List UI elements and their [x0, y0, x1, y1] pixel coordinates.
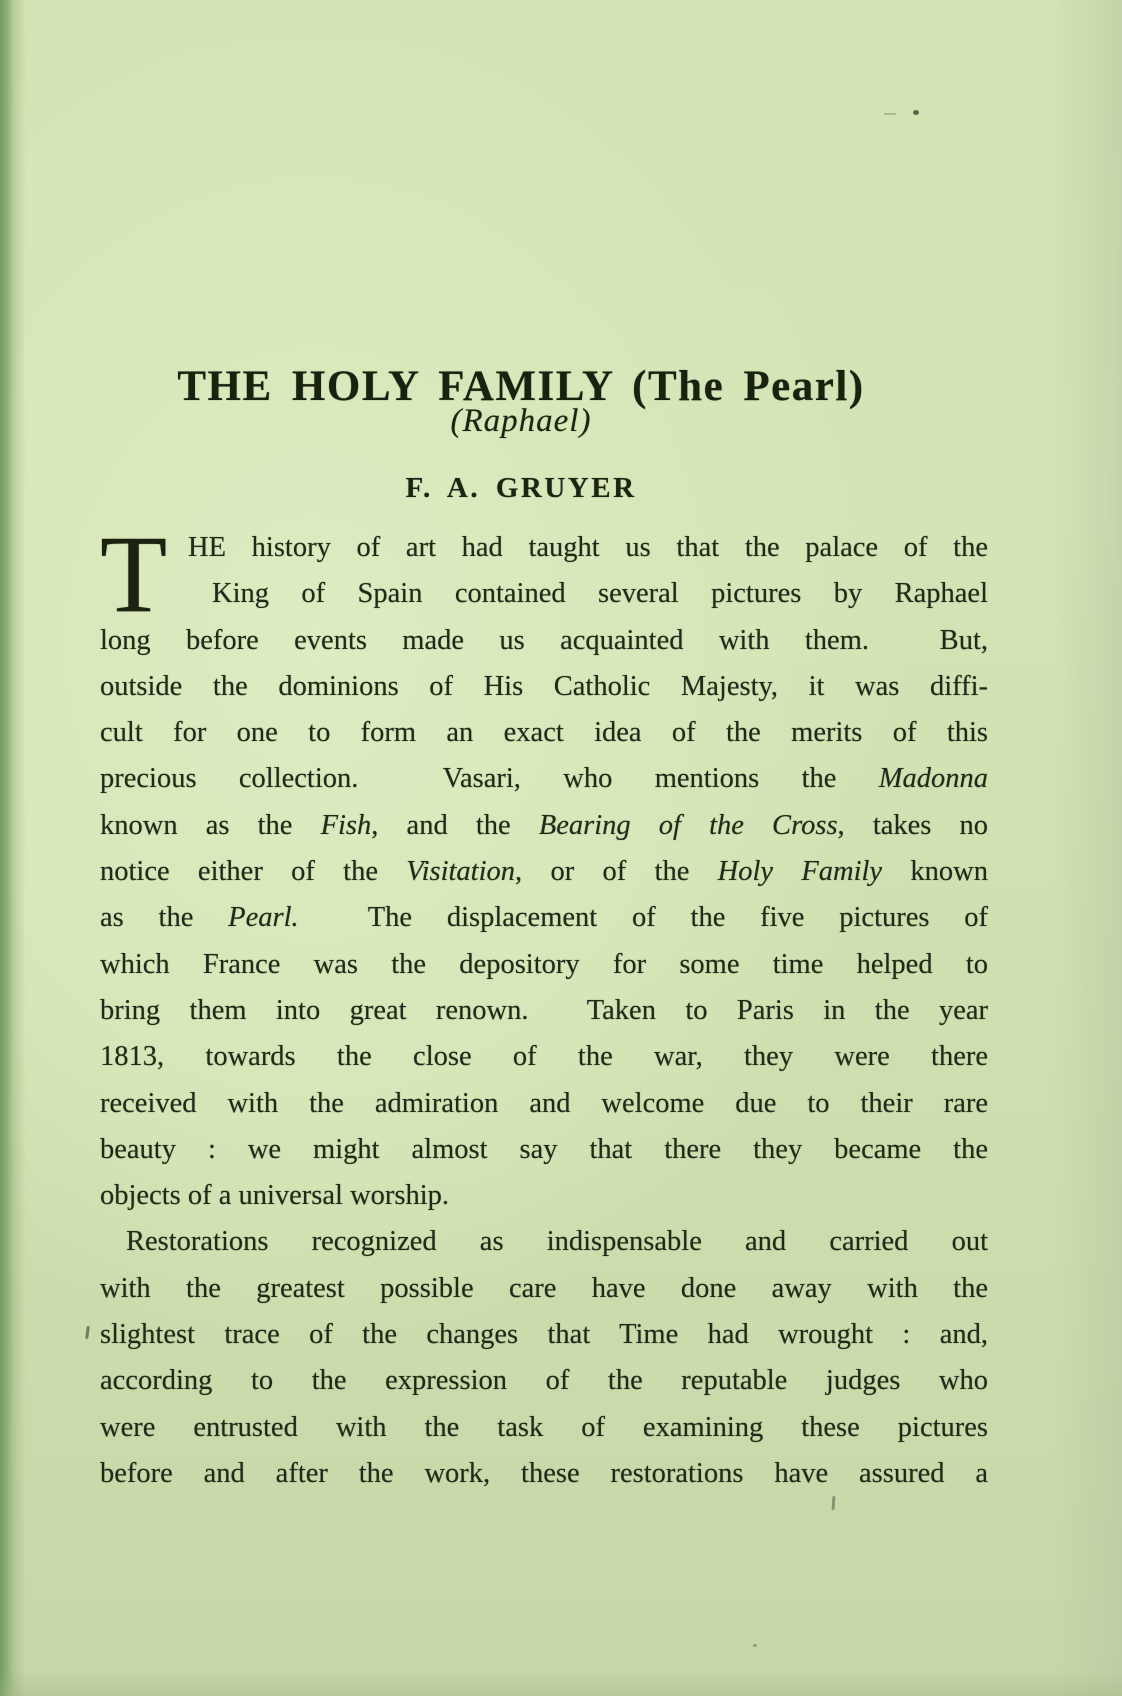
body-line: [100, 1451, 988, 1497]
drop-cap-letter: T: [100, 513, 168, 635]
body-line: [100, 1219, 988, 1265]
scan-speck: [832, 1496, 835, 1510]
body-line: [100, 1081, 988, 1127]
body-line: [100, 895, 988, 941]
text-segment: Restorations recognized as indispensable and carried out: [126, 1226, 988, 1258]
text-segment: precious collection. Vasari, who mentions the: [100, 763, 879, 795]
text-segment: were entrusted with the task of examining these pictures: [100, 1411, 988, 1443]
italic-text-segment: Fish: [320, 809, 372, 841]
text-segment: notice either of the: [100, 856, 407, 888]
text-segment: according to the expression of the reputable judges who: [100, 1365, 988, 1397]
body-line: [100, 1127, 988, 1173]
artist-subtitle: (Raphael): [450, 403, 592, 439]
text-segment: objects of a universal worship.: [100, 1180, 450, 1212]
text-segment: before and after the work, these restorations have assured a: [100, 1457, 988, 1489]
body-line: [100, 756, 988, 802]
body-line: [100, 1312, 988, 1358]
scan-speck: [753, 1644, 757, 1647]
body-line: [100, 710, 988, 756]
text-segment: HE history of art had taught us that the palace of the: [188, 532, 988, 563]
scan-speck: [884, 113, 896, 115]
text-segment: known: [882, 856, 988, 888]
italic-text-segment: Pearl.: [228, 902, 299, 934]
text-segment: , and the: [371, 809, 539, 841]
text-segment: 1813, towards the close of the war, they were there: [100, 1041, 988, 1073]
text-segment: bring them into great renown. Taken to Paris in the year: [100, 994, 988, 1026]
body-line: [100, 1358, 988, 1404]
body-line: [100, 1266, 988, 1312]
page-right-edge-shadow: [1052, 0, 1122, 1696]
scan-speck: [85, 1326, 90, 1339]
text-segment: received with the admiration and welcome due to their rare: [100, 1087, 988, 1119]
body-line: [100, 988, 988, 1034]
text-segment: The displacement of the five pictures of: [298, 902, 989, 934]
body-line: [100, 664, 988, 710]
text-segment: as the: [100, 902, 229, 934]
text-segment: which France was the depository for some time helped to: [100, 948, 988, 980]
body-line: [100, 1405, 988, 1451]
italic-text-segment: Bearing of the Cross: [538, 809, 838, 841]
text-segment: King of Spain contained several pictures by Raphael: [212, 578, 988, 610]
body-line: [100, 1034, 988, 1080]
italic-text-segment: Holy Family: [717, 856, 883, 888]
body-line: [100, 571, 988, 617]
body-line: [100, 942, 988, 988]
body-text: [100, 525, 988, 1497]
body-line: [100, 849, 988, 895]
text-segment: , or of the: [515, 856, 718, 888]
text-segment: outside the dominions of His Catholic Majesty, it was diffi-: [100, 670, 988, 702]
page-left-edge-shadow: [0, 0, 26, 1696]
page-bottom-edge-shadow: [0, 1670, 1122, 1696]
body-line: [100, 525, 988, 571]
body-line: [100, 1173, 988, 1219]
body-line: [100, 618, 988, 664]
text-segment: long before events made us acquainted with them. But,: [100, 624, 988, 656]
text-segment: known as the: [100, 809, 321, 841]
page-title: THE HOLY FAMILY (The Pearl): [177, 363, 865, 410]
text-segment: with the greatest possible care have done away with the: [100, 1272, 988, 1304]
italic-text-segment: Visitation: [406, 856, 516, 888]
author-name: F. A. GRUYER: [405, 472, 637, 504]
text-segment: , takes no: [837, 809, 989, 841]
text-segment: slightest trace of the changes that Time had wrought : and,: [100, 1319, 988, 1351]
text-segment: beauty : we might almost say that there they became the: [100, 1133, 988, 1165]
text-segment: cult for one to form an exact idea of the merits of this: [100, 717, 988, 749]
scan-speck: [913, 110, 919, 115]
italic-text-segment: Madonna: [878, 763, 988, 795]
body-line: [100, 803, 988, 849]
